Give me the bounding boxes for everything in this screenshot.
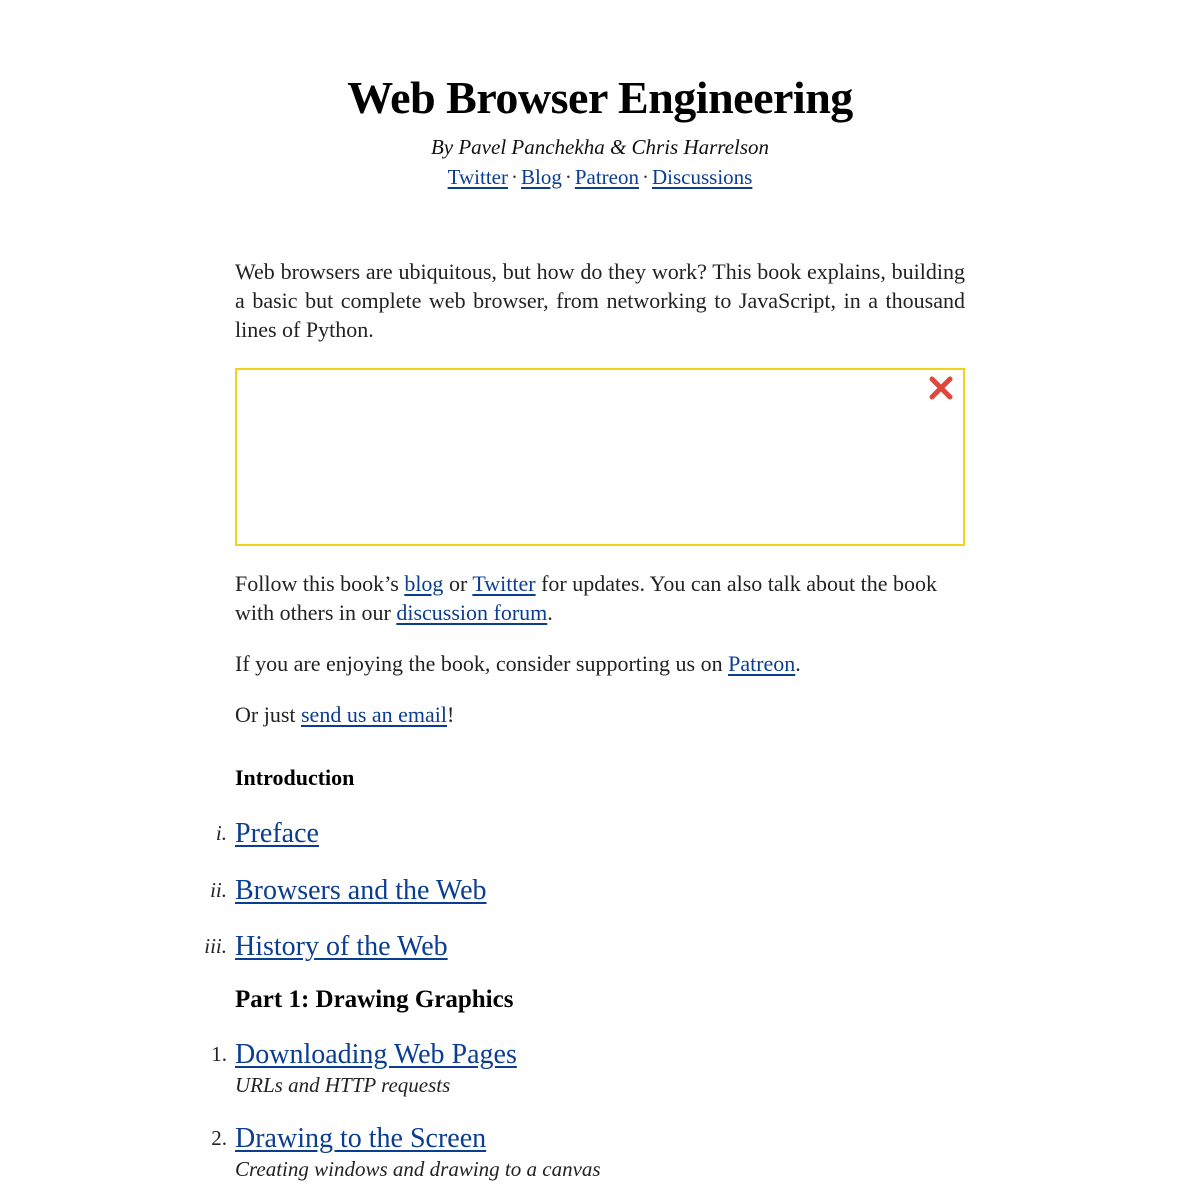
toc-item: [211, 1122, 965, 1182]
section-heading-part-1: Part 1: Drawing Graphics: [235, 986, 514, 1013]
toc-introduction-list: [204, 817, 965, 964]
toc-subtitle: Creating windows and drawing to a canvas: [235, 1157, 601, 1181]
separator: ·: [511, 165, 518, 189]
follow-twitter-link[interactable]: Twitter: [472, 571, 536, 596]
toc-subtitle: URLs and HTTP requests: [235, 1073, 451, 1097]
support-paragraph: If you are enjoying the book, consider supporting us on Patreon.: [235, 651, 801, 676]
toc-number: i.: [215, 821, 227, 845]
toc-link-drawing-to-the-screen[interactable]: Drawing to the Screen: [235, 1123, 487, 1154]
main-content: [204, 255, 965, 1182]
separator: ·: [564, 165, 572, 189]
blog-link[interactable]: Blog: [521, 165, 562, 189]
site-header: [0, 0, 1200, 192]
patreon-link[interactable]: Patreon: [574, 165, 639, 189]
follow-blog-link[interactable]: blog: [404, 571, 444, 596]
byline: By Pavel Panchekha & Chris Harrelson: [430, 135, 770, 159]
page-title: Web Browser Engineering: [347, 72, 853, 123]
toc-number: ii.: [210, 878, 227, 902]
close-icon[interactable]: [927, 374, 955, 402]
toc-number: 2.: [211, 1126, 227, 1150]
toc-number: 1.: [211, 1042, 227, 1066]
twitter-link[interactable]: Twitter: [447, 165, 508, 189]
section-heading-introduction: Introduction: [235, 765, 355, 790]
email-paragraph: Or just send us an email!: [235, 702, 455, 727]
support-patreon-link[interactable]: Patreon: [728, 651, 796, 676]
toc-item: [204, 930, 965, 964]
discussions-link[interactable]: Discussions: [652, 165, 753, 189]
toc-number: iii.: [204, 934, 227, 958]
toc-link-preface[interactable]: Preface: [235, 818, 319, 849]
intro-paragraph: Web browsers are ubiquitous, but how do they work? This book explains, building a basic but complete web browser, from networking to JavaScript, in a thousand lines of Python.: [235, 259, 965, 342]
toc-item: [215, 817, 965, 851]
header-links: [0, 162, 1200, 192]
toc-item: [211, 1038, 965, 1098]
separator: ·: [642, 165, 649, 189]
toc-item: [210, 874, 965, 908]
toc-link-history-of-the-web[interactable]: History of the Web: [235, 931, 448, 962]
toc-part1-list: [211, 1038, 965, 1182]
toc-link-downloading-web-pages[interactable]: Downloading Web Pages: [235, 1039, 517, 1070]
toc-link-browsers-and-the-web[interactable]: Browsers and the Web: [235, 875, 487, 906]
email-link[interactable]: send us an email: [301, 702, 448, 727]
discussion-forum-link[interactable]: discussion forum: [396, 600, 548, 625]
follow-paragraph: Follow this book’s blog or Twitter for updates. You can also talk about the book with others in our discussion forum.: [235, 571, 938, 625]
promo-box: [235, 368, 965, 546]
